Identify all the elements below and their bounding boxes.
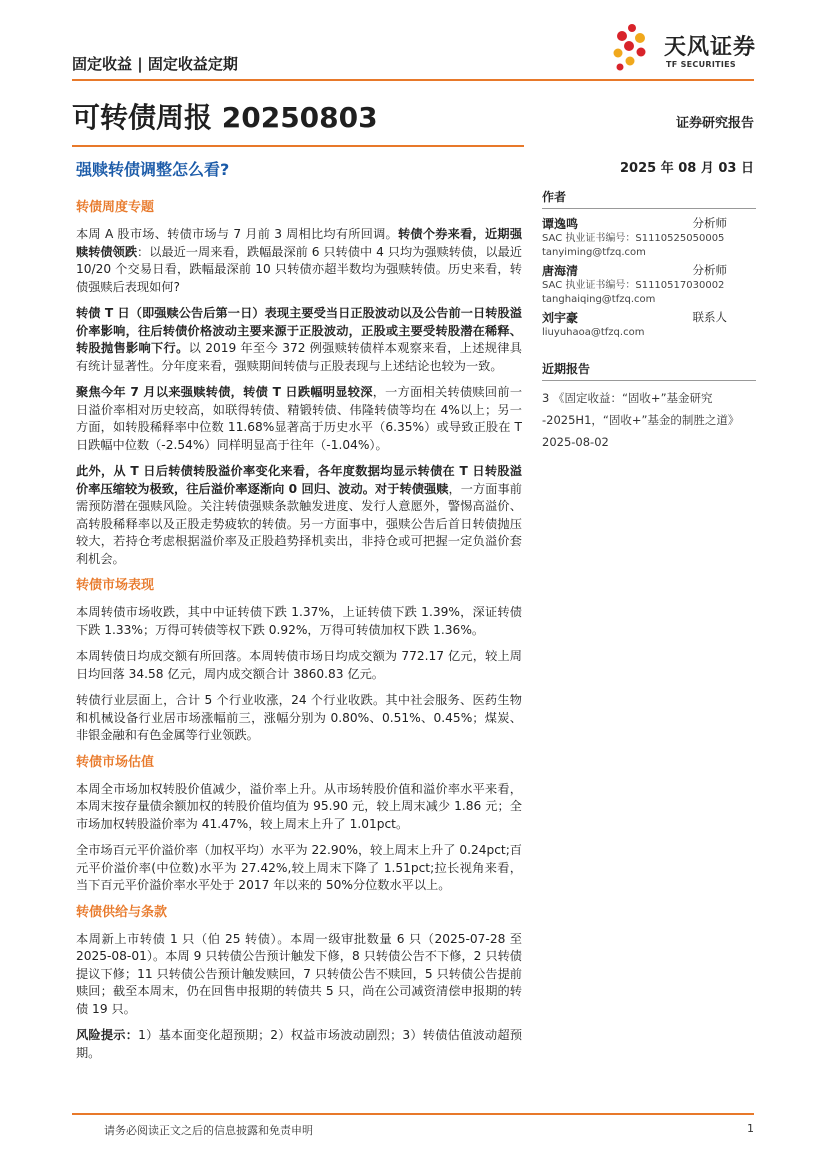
header-divider [72, 79, 754, 81]
paragraph: 本周新上市转债 1 只（伯 25 转债）。本周一级审批数量 6 只（2025-07-28 至 2025-08-01）。本周 9 只转债公告预计触发下修，8 只转债公告不下修，2 只转债提议下修；11 只转债公告预计触发赎回，7 只转债公告不赎回，5 只转债公告提前赎回；截至本周末，仍在回售申报期的转债共 5 只，尚在公司减资清偿申报期的转债 19 只。 [76, 931, 522, 1016]
paragraph: 转债行业层面上，合计 5 个行业收涨，24 个行业收跌。其中社会服务、医药生物和机械设备行业居市场涨幅前三，涨幅分别为 0.80%、0.51%、0.45%；煤炭、非银金融和有色金属等行业领跌。 [76, 693, 522, 742]
analyst-name: 刘宇豪 [542, 311, 579, 325]
text-span: 以 2019 年至今 372 例强赎转债样本观察来看，上述规律具有统计显著性。分年度来看，强赎期间转债与正股表现与上述结论也较为一致。 [76, 341, 522, 373]
analyst-name: 谭逸鸣 [542, 217, 579, 231]
paragraph: 本周转债日均成交额有所回落。本周转债市场日均成交额为 772.17 亿元，较上周日均回落 34.58 亿元，周内成交额合计 3860.83 亿元。 [76, 649, 522, 681]
analyst-sac: SAC 执业证书编号：S1110525050005 [542, 233, 725, 244]
text-span: ，一方面事前需预防潜在强赎风险。关注转债强赎条款触发进度、发行人意愿外，警惕高溢价、高转股稀释率以及正股走势疲软的转债。另一方面事中，强赎公告后首日转债抛压较大，若持仓考虑根据溢价率及正股趋势择机卖出，非持仓或可把握一定负溢价套利机会。 [76, 481, 522, 566]
paragraph: 本周转债市场收跌，其中中证转债下跌 1.37%，上证转债下跌 1.39%，深证转债下跌 1.33%；万得可转债等权下跌 0.92%，万得可转债加权下跌 1.36%。 [76, 605, 522, 637]
text-span: 本周 A 股市场、转债市场与 7 月前 3 周相比均有所回调。 [76, 227, 398, 241]
section-heading-valuation: 转债市场估值 [76, 754, 155, 770]
report-category: 固定收益 | 固定收益定期 [72, 55, 238, 73]
analyst-name: 唐海清 [542, 264, 579, 278]
logo-text-cn: 天风证券 [664, 35, 757, 60]
bold-text: 转债个券来看，近期强赎转债领跌 [76, 227, 523, 259]
analyst-email[interactable]: tanyiming@tfzq.com [542, 247, 646, 258]
recent-report-date: 2025-08-02 [542, 435, 609, 449]
footer-divider [72, 1113, 754, 1115]
recent-report-line: 3 《固定收益：“固收+”基金研究 [542, 391, 713, 405]
section-heading-weekly-topic: 转债周度专题 [76, 200, 155, 215]
paragraph [76, 305, 522, 375]
bold-text: 此外，从 T 日后转债转股溢价率变化来看，各年度数据均显示转债在 T 日转股溢价率压缩较为极致，往后溢价率逐渐向 0 回归、波动。对于转债强赎 [76, 464, 522, 496]
analyst-sac: SAC 执业证书编号：S1110517030002 [542, 280, 725, 291]
disclaimer-notice: 请务必阅读正文之后的信息披露和免责申明 [104, 1124, 313, 1137]
section-heading-supply-terms: 转债供给与条款 [76, 904, 168, 920]
main-content [76, 199, 522, 1071]
analyst-card [542, 215, 756, 260]
risk-warning [76, 1027, 522, 1062]
authors-heading: 作者 [542, 188, 756, 209]
analyst-card [542, 309, 756, 340]
report-date: 2025 年 08 月 03 日 [620, 161, 754, 176]
report-title: 可转债周报 20250803 [72, 101, 378, 134]
bold-text: 转债 T 日（即强赎公告后第一日）表现主要受当日正股波动以及公告前一日转股溢价率影响，往后转债价格波动主要来源于正股波动，正股或主要受转股潜在稀释、转股抛售影响下行。 [76, 306, 522, 355]
paragraph [76, 226, 522, 296]
report-subtitle: 强赎转债调整怎么看? [76, 160, 230, 179]
bold-text: 聚焦今年 7 月以来强赎转债，转债 T 日跌幅明显较深 [76, 385, 373, 399]
section-heading-market-performance: 转债市场表现 [76, 578, 155, 593]
text-span: ：以最近一周来看，跌幅最深前 6 只转债中 4 只均为强赎转债，以最近 10/20 个交易日看，跌幅最深前 10 只转债亦超半数均为强赎转债。历史来看，转债强赎后表现如何? [76, 244, 522, 294]
paragraph: 本周全市场加权转股价值减少，溢价率上升。从市场转股价值和溢价率水平来看，本周末按存量债余额加权的转股价值均值为 95.90 元，较上周末减少 1.86 元；全市场加权转股溢价率为 41.47%，较上周末上升了 1.01pct。 [76, 781, 522, 831]
paragraph: 全市场百元平价溢价率（加权平均）水平为 22.90%，较上周末上升了 0.24pct;百元平价溢价率(中位数)水平为 27.42%,较上周末下降了 1.51pct;拉长视角来看，当下百元平价溢价率水平处于 2017 年以来的 50%分位数水平以上。 [76, 843, 522, 892]
recent-report-line: -2025H1，“固收+”基金的制胜之道》 [542, 413, 740, 427]
risk-label: 风险提示： [76, 1028, 139, 1042]
page-number: 1 [747, 1122, 754, 1135]
paragraph [76, 463, 522, 568]
analyst-role: 分析师 [692, 263, 727, 277]
analyst-role: 分析师 [692, 216, 727, 230]
analyst-role: 联系人 [692, 310, 727, 324]
paragraph [76, 384, 522, 454]
title-underline [72, 145, 524, 147]
recent-reports-heading: 近期报告 [542, 360, 756, 381]
text-span: ，一方面相关转债赎回前一日溢价率相对历史较高，如联得转债、精锻转债、伟隆转债等均在 4%以上；另一方面，如转股稀释率中位数 11.68%显著高于历史水平（6.35%）或导致正股在 T 日跌幅中位数（-2.54%）同样明显高于往年（-1.04%）。 [76, 385, 523, 452]
sidebar [542, 188, 756, 453]
logo-text-en: TF SECURITIES [666, 60, 736, 69]
analyst-card [542, 262, 756, 307]
analyst-email[interactable]: tanghaiqing@tfzq.com [542, 294, 656, 305]
analyst-email[interactable]: liuyuhaoa@tfzq.com [542, 327, 645, 338]
risk-text: 1）基本面变化超预期；2）权益市场波动剧烈；3）转债估值波动超预期。 [76, 1028, 523, 1060]
report-type: 证券研究报告 [675, 116, 754, 131]
recent-report-item[interactable] [542, 387, 756, 453]
